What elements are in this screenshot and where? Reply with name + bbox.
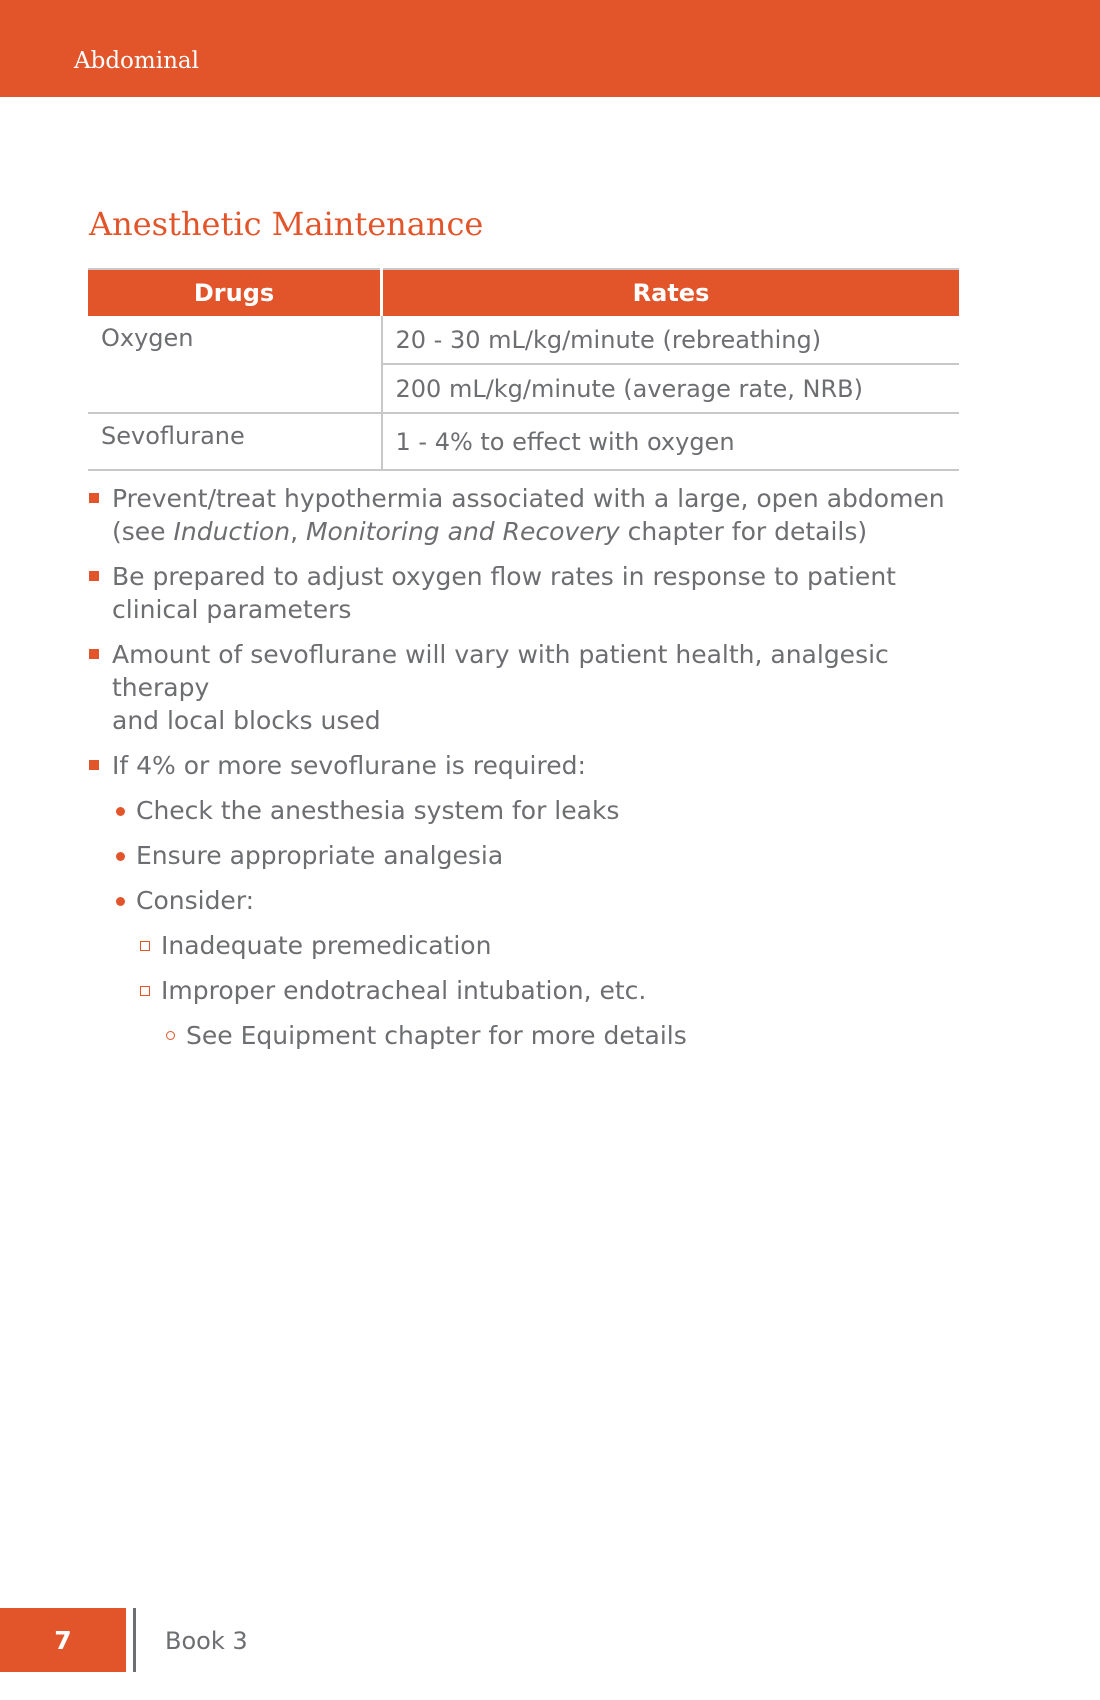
table-row bbox=[88, 316, 959, 364]
list-item bbox=[88, 560, 968, 626]
list-item-text: Improper endotracheal intubation, etc. bbox=[161, 976, 647, 1005]
column-header-rates: Rates bbox=[382, 269, 960, 316]
dot-bullet-icon bbox=[116, 807, 125, 816]
list-item bbox=[88, 749, 968, 782]
rate-cell: 20 - 30 mL/kg/minute (rebreathing) bbox=[382, 316, 960, 364]
list-item-text: (see Induction, Monitoring and Recovery chapter for details) bbox=[112, 517, 868, 546]
list-item-text: Amount of sevoflurane will vary with patient health, analgesic bbox=[112, 640, 889, 669]
section-title: Anesthetic Maintenance bbox=[89, 205, 484, 243]
table-header-row bbox=[88, 269, 959, 316]
list-item-text: clinical parameters bbox=[112, 595, 352, 624]
list-item-text: Check the anesthesia system for leaks bbox=[136, 796, 620, 825]
list-item-text: and local blocks used bbox=[112, 706, 381, 735]
list-item bbox=[88, 482, 968, 548]
rate-cell: 1 - 4% to effect with oxygen bbox=[382, 413, 960, 470]
book-label: Book 3 bbox=[165, 1627, 248, 1655]
dot-bullet-icon bbox=[116, 897, 125, 906]
list-item-text: See Equipment chapter for more details bbox=[186, 1021, 687, 1050]
list-item-text: Ensure appropriate analgesia bbox=[136, 841, 504, 870]
list-item-text: Consider: bbox=[136, 886, 255, 915]
list-item-text: Inadequate premedication bbox=[161, 931, 492, 960]
list-item bbox=[88, 1019, 968, 1052]
drug-cell: Oxygen bbox=[88, 316, 382, 413]
list-item bbox=[88, 794, 968, 827]
header-section-title: Abdominal bbox=[74, 48, 199, 74]
hollow-circle-bullet-icon bbox=[166, 1031, 175, 1040]
list-item bbox=[88, 929, 968, 962]
square-bullet-icon bbox=[89, 571, 99, 581]
list-item bbox=[88, 884, 968, 917]
hollow-square-bullet-icon bbox=[140, 986, 150, 996]
square-bullet-icon bbox=[89, 760, 99, 770]
column-header-drugs: Drugs bbox=[88, 269, 382, 316]
list-item bbox=[88, 974, 968, 1007]
list-item-text: If 4% or more sevoflurane is required: bbox=[112, 751, 586, 780]
hollow-square-bullet-icon bbox=[140, 941, 150, 951]
list-item bbox=[88, 839, 968, 872]
drug-rates-table bbox=[88, 268, 959, 471]
list-item bbox=[88, 638, 968, 737]
table-row bbox=[88, 413, 959, 470]
square-bullet-icon bbox=[89, 493, 99, 503]
rate-cell: 200 mL/kg/minute (average rate, NRB) bbox=[382, 364, 960, 413]
maintenance-notes-list bbox=[88, 482, 968, 1052]
list-item-text: Be prepared to adjust oxygen flow rates in response to patient bbox=[112, 562, 896, 591]
drug-cell: Sevoflurane bbox=[88, 413, 382, 470]
dot-bullet-icon bbox=[116, 852, 125, 861]
list-item-text: Prevent/treat hypothermia associated with a large, open abdomen bbox=[112, 484, 945, 513]
footer-divider bbox=[133, 1608, 136, 1672]
square-bullet-icon bbox=[89, 649, 99, 659]
list-item-text: therapy bbox=[112, 673, 210, 702]
page-number: 7 bbox=[0, 1608, 126, 1672]
